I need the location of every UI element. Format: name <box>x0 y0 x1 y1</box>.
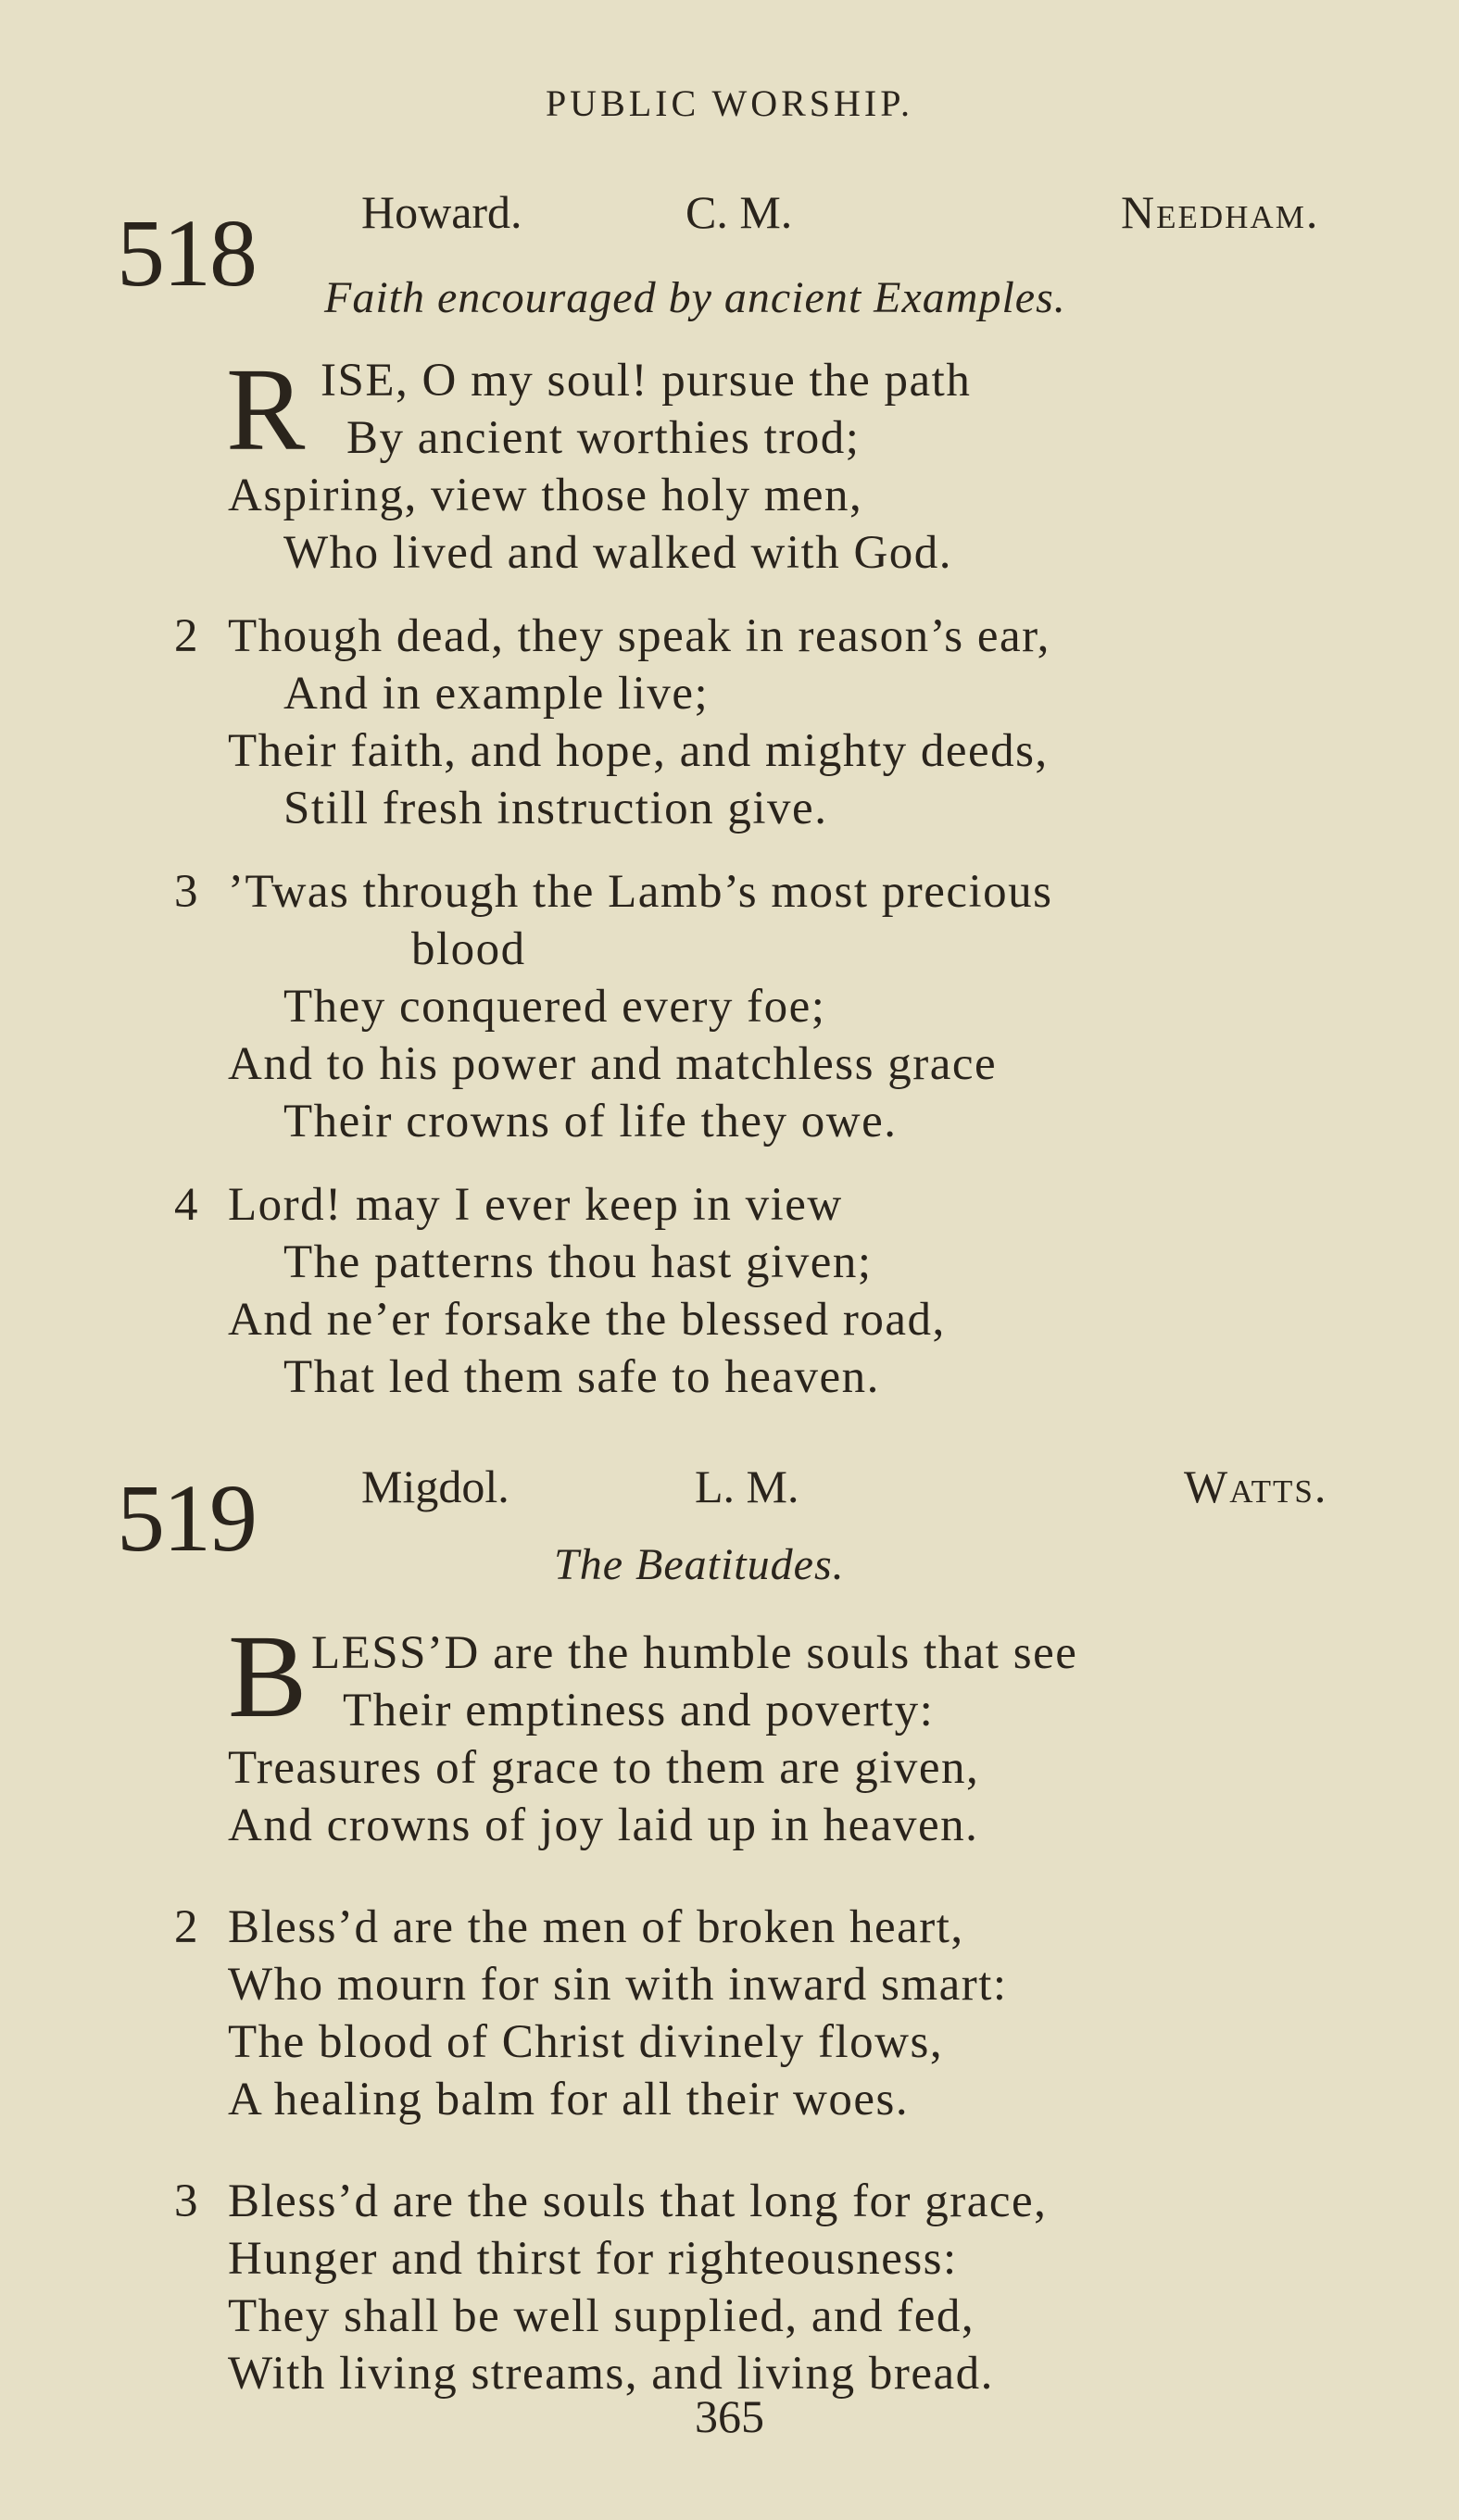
verse-line: A healing balm for all their woes. <box>228 2074 910 2125</box>
verse-line: Hunger and thirst for righteousness: <box>228 2233 958 2285</box>
verse-line: With living streams, and living bread. <box>228 2348 994 2400</box>
drop-cap: B <box>228 1611 308 1742</box>
verse-number: 2 <box>174 610 198 662</box>
verse-line: Treasures of grace to them are given, <box>228 1742 980 1794</box>
verse-line: blood <box>411 923 526 975</box>
verse-number: 3 <box>174 2175 198 2227</box>
verse-line: Still fresh instruction give. <box>283 783 828 834</box>
hymn-subtitle: The Beatitudes. <box>554 1540 845 1589</box>
page-number: 365 <box>695 2390 764 2442</box>
verse-line: Who mourn for sin with inward smart: <box>228 1959 1008 2011</box>
verse-line: ’Twas through the Lamb’s most precious <box>228 866 1053 918</box>
verse-line: Bless’d are the souls that long for grace, <box>228 2175 1048 2227</box>
tune-name: Howard. <box>361 186 522 238</box>
verse-line: The patterns thou hast given; <box>283 1236 873 1288</box>
verse-line: Aspiring, view those holy men, <box>228 470 863 521</box>
verse-line: And to his power and matchless grace <box>228 1038 998 1090</box>
verse-line: By ancient worthies trod; <box>346 412 861 464</box>
meter: C. M. <box>685 186 793 238</box>
verse-number: 2 <box>174 1901 198 1953</box>
hymn-subtitle: Faith encouraged by ancient Examples. <box>324 273 1066 322</box>
verse-number: 4 <box>174 1179 198 1231</box>
verse-line: LESS’D are the humble souls that see <box>311 1627 1078 1679</box>
meter: L. M. <box>695 1461 799 1512</box>
hymn-number: 518 <box>117 200 256 307</box>
verse-line: The blood of Christ divinely flows, <box>228 2016 944 2068</box>
verse-line: And crowns of joy laid up in heaven. <box>228 1799 979 1851</box>
verse-line: ISE, O my soul! pursue the path <box>321 355 972 407</box>
verse-line: Though dead, they speak in reason’s ear, <box>228 610 1050 662</box>
verse-line: They conquered every foe; <box>283 981 826 1033</box>
drop-cap: R <box>226 344 306 475</box>
running-head: PUBLIC WORSHIP. <box>545 82 914 124</box>
verse-line: And in example live; <box>283 668 710 720</box>
hymn-number: 519 <box>117 1465 256 1572</box>
verse-line: Bless’d are the men of broken heart, <box>228 1901 964 1953</box>
verse-line: Their emptiness and poverty: <box>343 1685 935 1736</box>
composer-name: Needham. <box>1121 186 1320 238</box>
composer-name: Watts. <box>1184 1461 1328 1512</box>
tune-name: Migdol. <box>361 1461 509 1512</box>
verse-line: Their faith, and hope, and mighty deeds, <box>228 725 1049 777</box>
verse-line: That led them safe to heaven. <box>283 1351 880 1403</box>
verse-line: Who lived and walked with God. <box>283 527 953 579</box>
verse-line: Their crowns of life they owe. <box>283 1096 898 1147</box>
verse-line: They shall be well supplied, and fed, <box>228 2290 975 2342</box>
verse-number: 3 <box>174 866 198 918</box>
verse-line: Lord! may I ever keep in view <box>228 1179 843 1231</box>
verse-line: And ne’er forsake the blessed road, <box>228 1294 946 1346</box>
